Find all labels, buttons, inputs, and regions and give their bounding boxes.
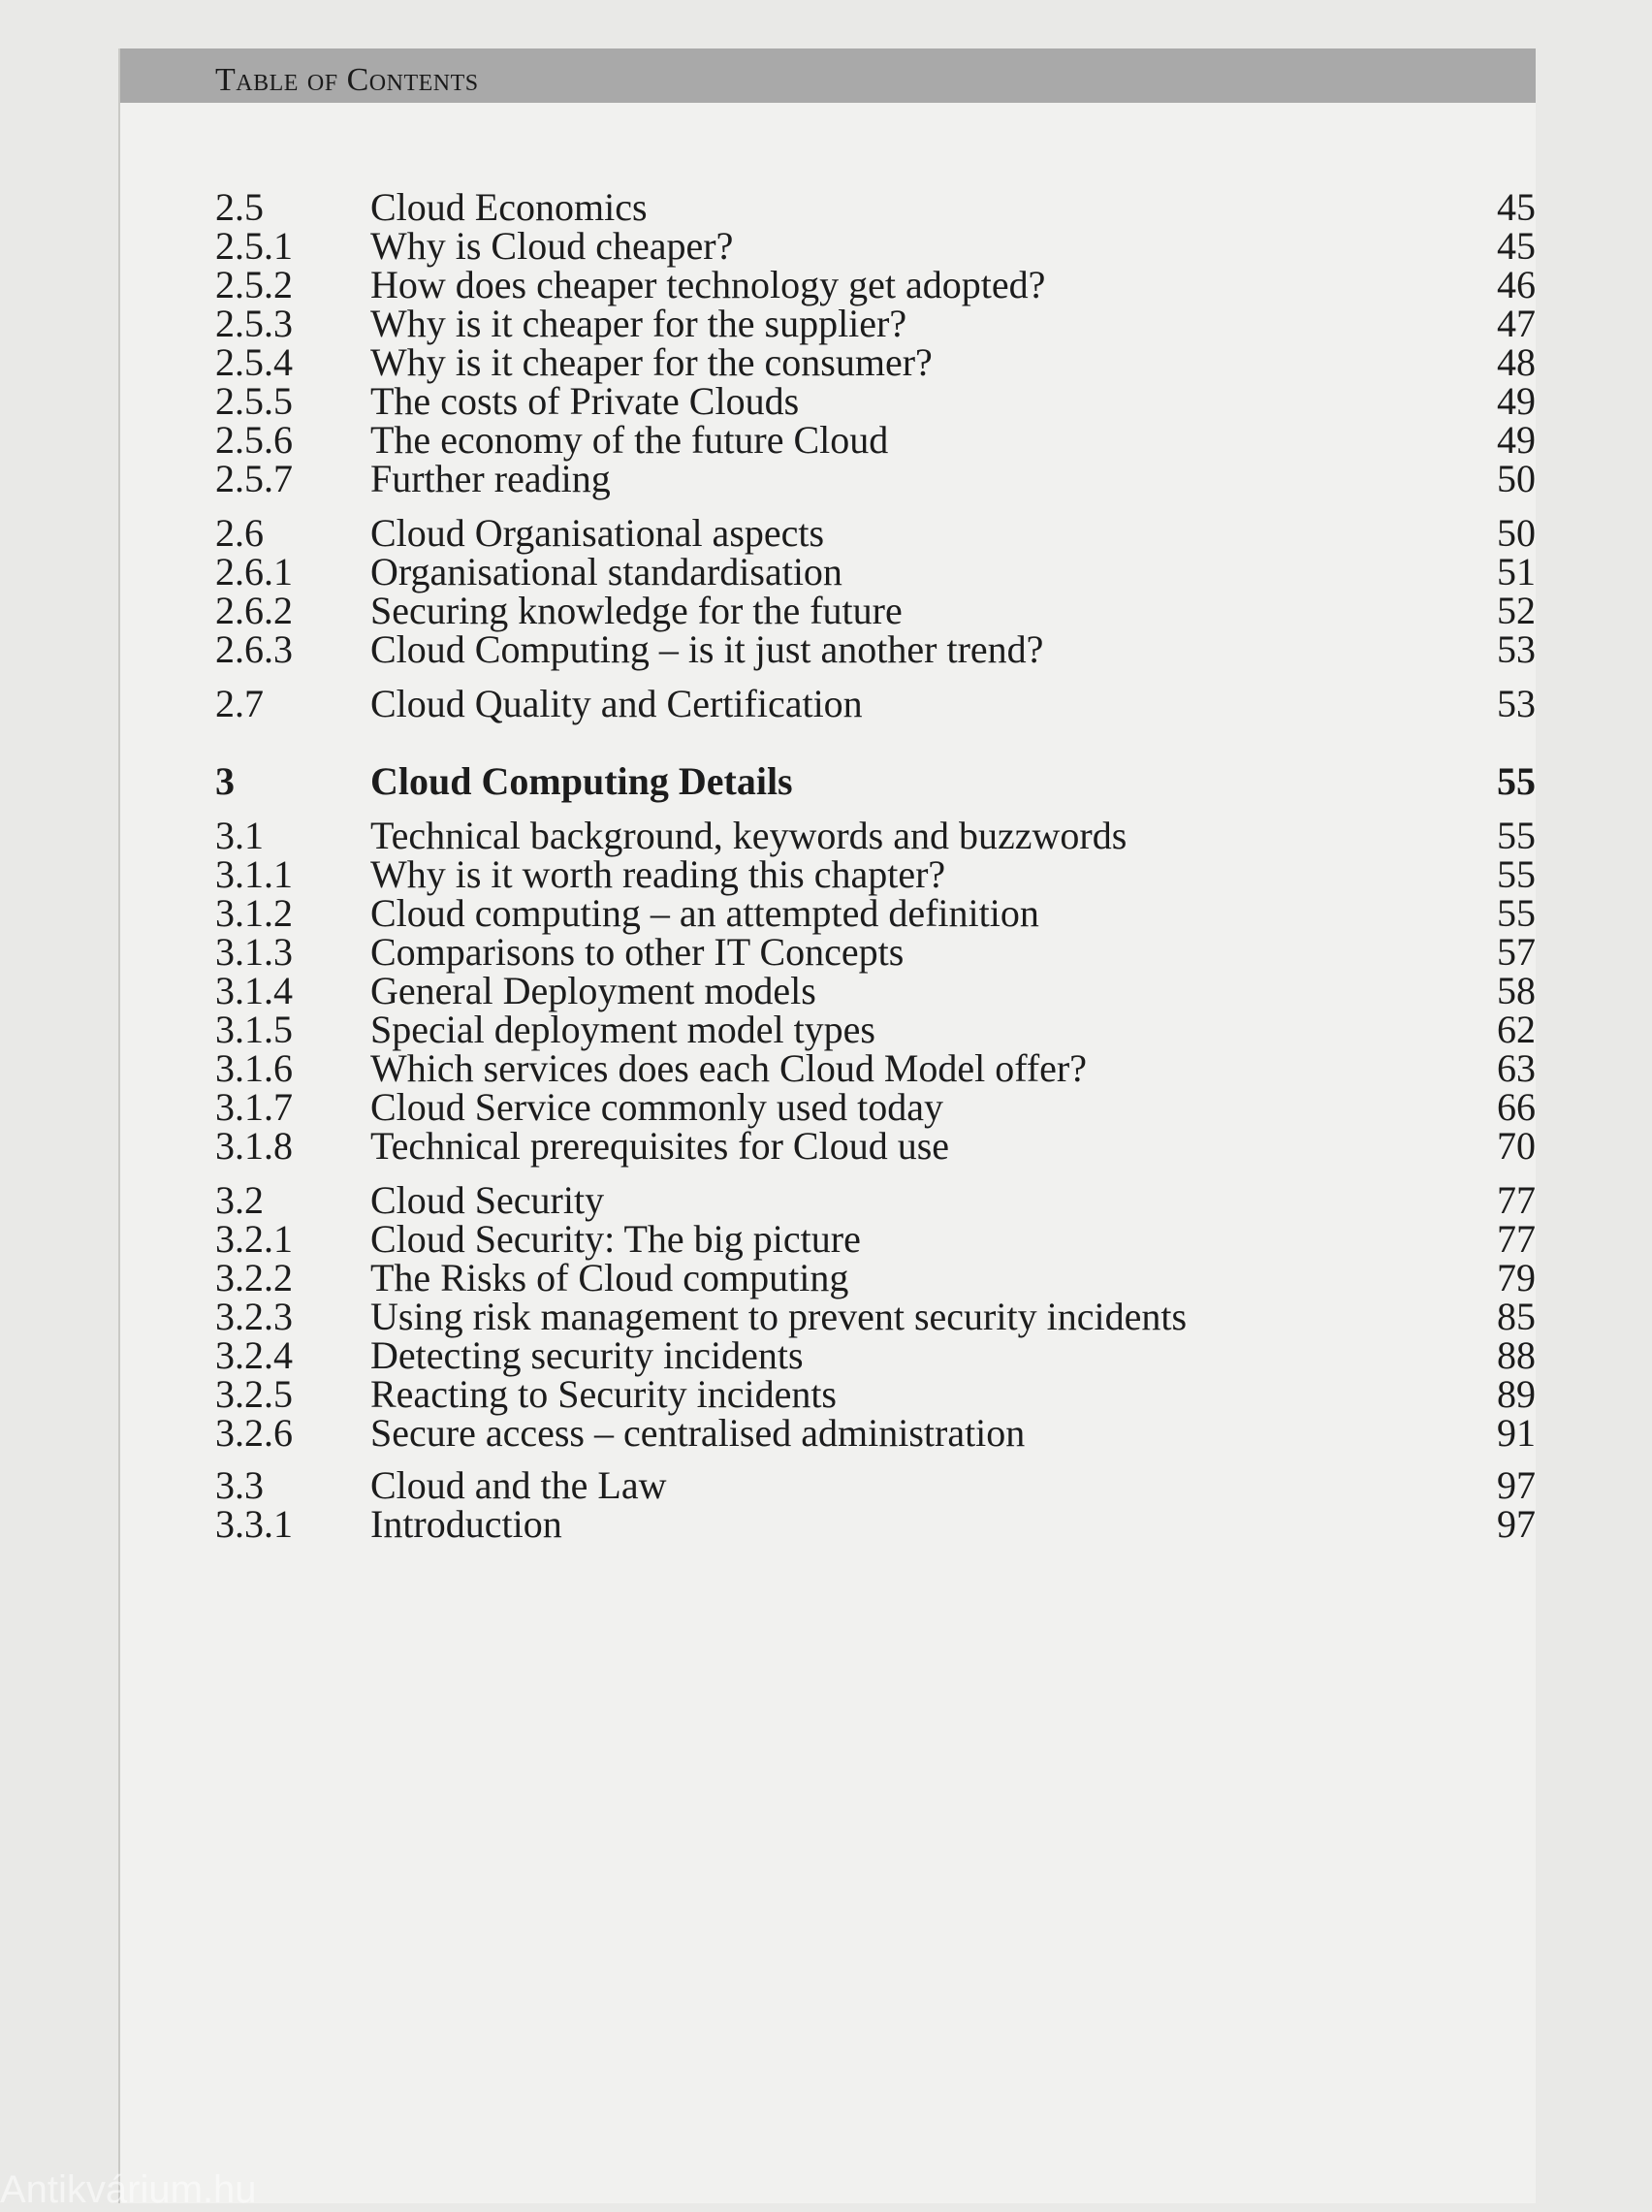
toc-entry-number: 3.1: [215, 814, 264, 857]
toc-entry-page: 88: [1497, 1333, 1536, 1377]
toc-entry-page: 97: [1497, 1502, 1536, 1546]
toc-entry-title: Further reading: [370, 457, 611, 500]
toc-entry-title: Cloud Security: [370, 1178, 605, 1222]
toc-entry-page: 55: [1497, 852, 1536, 896]
toc-entry-number: 3.2.5: [215, 1372, 293, 1416]
toc-entry-number: 2.5.4: [215, 340, 293, 384]
toc-entry-number: 3.3: [215, 1463, 264, 1507]
toc-entry-page: 55: [1497, 891, 1536, 935]
header-title: Table of Contents: [215, 62, 479, 98]
toc-entry-title: Cloud Computing – is it just another trend?: [370, 627, 1044, 671]
watermark: Antikvárium.hu: [0, 2168, 257, 2211]
toc-entry-number: 2.5: [215, 185, 264, 229]
toc-entry-number: 3.2.1: [215, 1217, 293, 1261]
toc-entry-page: 79: [1497, 1256, 1536, 1299]
toc-entry-page: 53: [1497, 627, 1536, 671]
toc-entry-page: 58: [1497, 969, 1536, 1012]
toc-entry-number: 2.6: [215, 511, 264, 555]
toc-entry-number: 2.5.3: [215, 302, 293, 345]
toc-entry-page: 50: [1497, 457, 1536, 500]
toc-entry-page: 49: [1497, 379, 1536, 423]
toc-entry-page: 77: [1497, 1178, 1536, 1222]
toc-entry: [120, 1501, 1536, 1550]
toc-entry-page: 48: [1497, 340, 1536, 384]
toc-entry-title: Cloud Organisational aspects: [370, 511, 825, 555]
running-header: [120, 48, 1536, 103]
toc-entry: [120, 681, 1536, 729]
toc-entry-page: 57: [1497, 930, 1536, 974]
toc-entry-page: 91: [1497, 1411, 1536, 1455]
toc-entry-page: 45: [1497, 185, 1536, 229]
toc-entry-title: Organisational standardisation: [370, 550, 842, 593]
toc-entry-page: 85: [1497, 1295, 1536, 1338]
toc-entry-page: 47: [1497, 302, 1536, 345]
toc-entry-title: Why is it cheaper for the consumer?: [370, 340, 933, 384]
toc-entry-number: 3.2.6: [215, 1411, 293, 1455]
toc-entry-title: Special deployment model types: [370, 1008, 875, 1051]
toc-entry: [120, 1123, 1536, 1171]
toc-entry-title: Cloud and the Law: [370, 1463, 667, 1507]
toc-entry-number: 2.6.3: [215, 627, 293, 671]
toc-entry-page: 55: [1497, 759, 1536, 803]
toc-entry-title: General Deployment models: [370, 969, 816, 1012]
toc-entry-page: 50: [1497, 511, 1536, 555]
toc-entry-number: 3.2: [215, 1178, 264, 1222]
toc-entry-title: How does cheaper technology get adopted?: [370, 263, 1046, 306]
toc-entry-title: The costs of Private Clouds: [370, 379, 800, 423]
toc-entry-page: 77: [1497, 1217, 1536, 1261]
toc-entry-title: Cloud Service commonly used today: [370, 1085, 944, 1129]
toc-entry-page: 45: [1497, 224, 1536, 268]
toc-entry-number: 2.5.1: [215, 224, 293, 268]
toc-entry-title: Cloud Quality and Certification: [370, 682, 863, 725]
toc-entry-number: 3.1.4: [215, 969, 293, 1012]
toc-entry-page: 70: [1497, 1124, 1536, 1168]
book-page: [118, 48, 1536, 2203]
toc-entry-number: 2.7: [215, 682, 264, 725]
toc-entry-page: 63: [1497, 1046, 1536, 1090]
toc-entry-page: 52: [1497, 589, 1536, 632]
toc-entry-page: 62: [1497, 1008, 1536, 1051]
toc-entry-page: 49: [1497, 418, 1536, 462]
toc-entry-title: Which services does each Cloud Model offer?: [370, 1046, 1088, 1090]
toc-entry-title: The economy of the future Cloud: [370, 418, 889, 462]
toc-entry-number: 3.1.1: [215, 852, 293, 896]
toc-entry: [120, 456, 1536, 504]
toc-entry-number: 2.5.7: [215, 457, 293, 500]
toc-entry-title: Technical prerequisites for Cloud use: [370, 1124, 950, 1168]
toc-entry-number: 3.3.1: [215, 1502, 293, 1546]
toc-entry-title: Secure access – centralised administration: [370, 1411, 1026, 1455]
toc-entry-title: Why is it worth reading this chapter?: [370, 852, 946, 896]
toc-entry-page: 51: [1497, 550, 1536, 593]
toc-entry-title: Why is Cloud cheaper?: [370, 224, 734, 268]
toc-entry-page: 55: [1497, 814, 1536, 857]
toc-entry-page: 97: [1497, 1463, 1536, 1507]
toc-entry: [120, 758, 1536, 807]
toc-entry-title: Using risk management to prevent security incidents: [370, 1295, 1188, 1338]
toc-entry-title: Cloud Security: The big picture: [370, 1217, 861, 1261]
toc-entry-page: 46: [1497, 263, 1536, 306]
toc-entry-page: 66: [1497, 1085, 1536, 1129]
toc-entry-number: 3.2.3: [215, 1295, 293, 1338]
toc-entry: [120, 1410, 1536, 1459]
toc-entry-title: Securing knowledge for the future: [370, 589, 903, 632]
toc-entry-page: 89: [1497, 1372, 1536, 1416]
toc-entry-number: 2.5.6: [215, 418, 293, 462]
toc-entry-title: The Risks of Cloud computing: [370, 1256, 849, 1299]
toc-entry-number: 3.1.6: [215, 1046, 293, 1090]
toc-entry-number: 3: [215, 759, 235, 803]
toc-entry-page: 53: [1497, 682, 1536, 725]
toc-entry-number: 3.1.7: [215, 1085, 293, 1129]
toc-entry: [120, 626, 1536, 675]
toc-entry-title: Technical background, keywords and buzzwords: [370, 814, 1128, 857]
toc-entry-number: 2.6.1: [215, 550, 293, 593]
toc-entry-number: 2.5.5: [215, 379, 293, 423]
toc-entry-number: 3.1.8: [215, 1124, 293, 1168]
toc-entry-title: Why is it cheaper for the supplier?: [370, 302, 907, 345]
toc-entry-number: 3.1.3: [215, 930, 293, 974]
toc-entry-title: Detecting security incidents: [370, 1333, 804, 1377]
toc-entry-title: Cloud computing – an attempted definition: [370, 891, 1039, 935]
toc-entry-title: Reacting to Security incidents: [370, 1372, 837, 1416]
toc-entry-title: Cloud Computing Details: [370, 759, 793, 803]
toc-entry-title: Introduction: [370, 1502, 562, 1546]
toc-entry-title: Comparisons to other IT Concepts: [370, 930, 905, 974]
toc-entry-number: 2.5.2: [215, 263, 293, 306]
toc-entry-number: 3.2.4: [215, 1333, 293, 1377]
toc-entry-number: 3.1.2: [215, 891, 293, 935]
toc-entry-title: Cloud Economics: [370, 185, 648, 229]
toc-entry-number: 3.2.2: [215, 1256, 293, 1299]
toc-entry-number: 3.1.5: [215, 1008, 293, 1051]
toc-entry-number: 2.6.2: [215, 589, 293, 632]
